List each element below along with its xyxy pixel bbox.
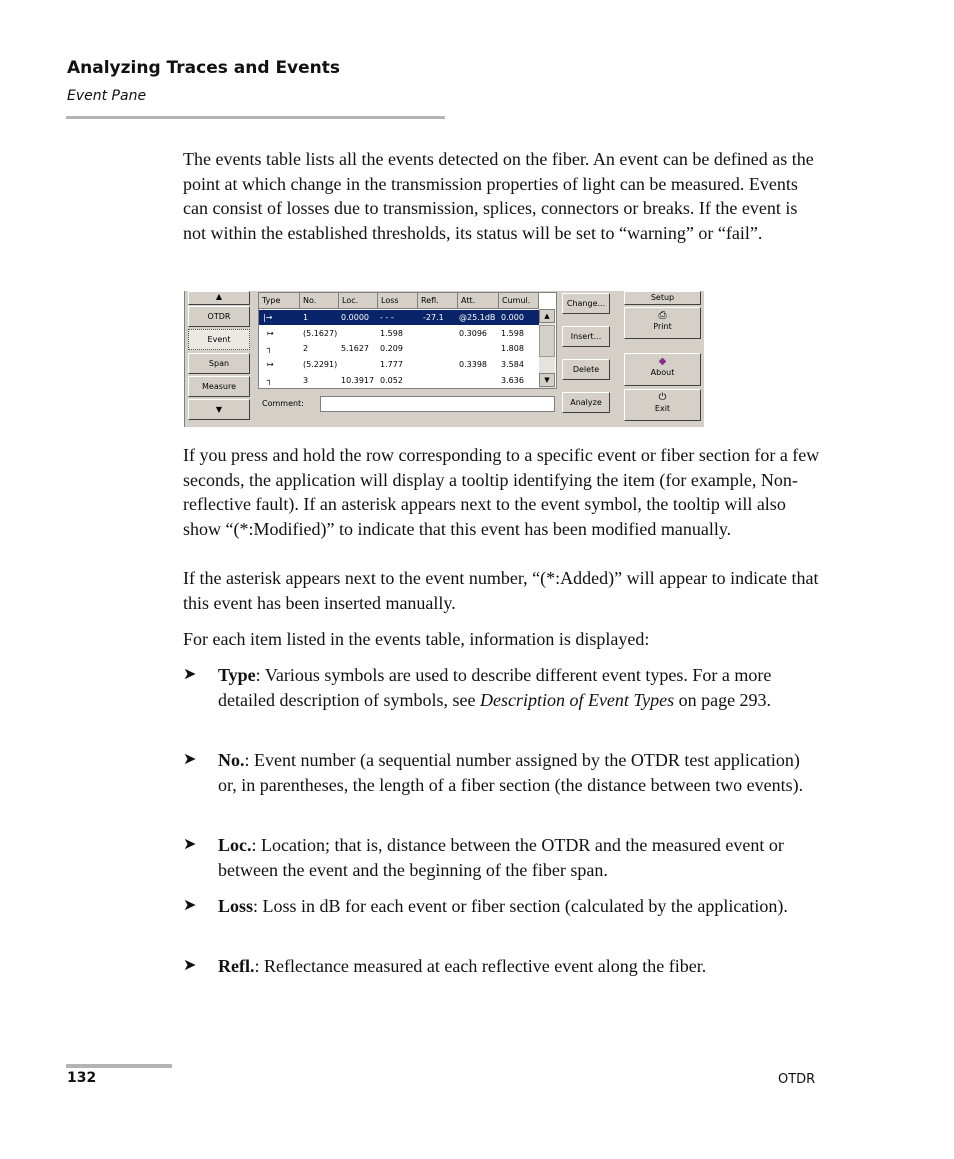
cell-loc: 5.1627 bbox=[341, 344, 369, 353]
tooltip-paragraph: If you press and hold the row corresponding to a specific event or fiber section for a few seconds, the application will display a tooltip identifying the item (for example, Non-reflective fault). If an asterisk appears next to the event symbol, the tooltip will also show “(*:Modified)” to indicate that this event has been modified manually. bbox=[183, 445, 820, 540]
col-no[interactable]: No. bbox=[300, 293, 339, 309]
nav-otdr-button[interactable]: OTDR bbox=[188, 306, 250, 327]
scroll-down-button[interactable] bbox=[539, 373, 555, 387]
power-icon: ⏻ bbox=[658, 392, 667, 403]
analyze-button[interactable]: Analyze bbox=[562, 392, 610, 413]
bullet-text: : Reflectance measured at each reflective event along the fiber. bbox=[254, 956, 707, 976]
scroll-up-button[interactable] bbox=[539, 309, 555, 323]
table-row[interactable] bbox=[259, 373, 539, 388]
about-icon: ◆ bbox=[658, 356, 667, 367]
print-label: Print bbox=[653, 322, 672, 331]
table-row[interactable] bbox=[259, 357, 539, 372]
scroll-up-icon: ▲ bbox=[544, 312, 550, 320]
exit-label: Exit bbox=[654, 404, 671, 413]
about-button[interactable] bbox=[624, 353, 701, 386]
bullet-arrow-icon: ➤ bbox=[183, 897, 197, 914]
col-loss[interactable]: Loss bbox=[378, 293, 418, 309]
cell-att: @25.1dB bbox=[459, 313, 496, 322]
bullet-term: Loc. bbox=[218, 835, 252, 855]
cell-cumul: 1.808 bbox=[501, 344, 524, 353]
event-pane-screenshot bbox=[184, 291, 704, 427]
cell-loss: 0.052 bbox=[380, 376, 403, 385]
col-type[interactable]: Type bbox=[259, 293, 300, 309]
bullet-term: Loss bbox=[218, 896, 254, 916]
cell-no: 1 bbox=[303, 313, 309, 322]
col-att[interactable]: Att. bbox=[458, 293, 499, 309]
cell-loc: 10.3917 bbox=[341, 376, 375, 385]
cell-no: 2 bbox=[303, 344, 309, 353]
cell-loss: - - - bbox=[380, 313, 394, 322]
bullet-text: : Loss in dB for each event or fiber section (calculated by the application). bbox=[253, 896, 788, 916]
footer-rule bbox=[66, 1064, 172, 1068]
bullet-text-end: on page 293. bbox=[674, 689, 772, 710]
cell-att: 0.3398 bbox=[459, 360, 487, 369]
table-row[interactable] bbox=[259, 341, 539, 356]
change-button[interactable]: Change... bbox=[562, 293, 610, 314]
page-number: 132 bbox=[67, 1070, 97, 1086]
bullet-text: : Event number (a sequential number assigned by the OTDR test application) or, in parentheses, the length of a fiber section (the distance between two events). bbox=[218, 750, 804, 795]
cell-no: 3 bbox=[303, 376, 309, 385]
bullet-term: Refl. bbox=[218, 956, 255, 976]
setup-button[interactable] bbox=[624, 291, 701, 305]
nav-up-button[interactable] bbox=[188, 291, 250, 305]
bullet-arrow-icon: ➤ bbox=[183, 666, 197, 683]
asterisk-paragraph: If the asterisk appears next to the event number, “(*:Added)” will appear to indicate that this event has been inserted manually. bbox=[183, 568, 819, 613]
delete-button[interactable]: Delete bbox=[562, 359, 610, 380]
col-loc[interactable]: Loc. bbox=[339, 293, 378, 309]
nav-column bbox=[188, 291, 250, 422]
events-table bbox=[258, 292, 557, 389]
cross-reference-link[interactable]: Description of Event Types bbox=[479, 689, 675, 710]
event-type-symbol: ┐ bbox=[267, 344, 272, 353]
insert-button[interactable]: Insert... bbox=[562, 326, 610, 347]
event-type-symbol: ↦ bbox=[267, 360, 274, 369]
cell-loss: 1.598 bbox=[380, 329, 403, 338]
setup-label: Setup bbox=[650, 293, 675, 302]
cell-loss: 1.777 bbox=[380, 360, 403, 369]
table-row[interactable] bbox=[259, 310, 539, 325]
cell-cumul: 1.598 bbox=[501, 329, 524, 338]
comment-label: Comment: bbox=[262, 399, 304, 408]
comment-input[interactable] bbox=[320, 396, 555, 412]
nav-event-button[interactable]: Event bbox=[188, 329, 250, 350]
bullet-text: : Various symbols are used to describe different event types. For a more detailed description of symbols, see bbox=[218, 665, 772, 710]
print-button[interactable] bbox=[624, 307, 701, 339]
event-type-symbol: ↦ bbox=[267, 329, 274, 338]
col-cumul[interactable]: Cumul. bbox=[499, 293, 539, 309]
table-row[interactable] bbox=[259, 326, 539, 341]
nav-down-button[interactable] bbox=[188, 399, 250, 420]
scroll-down-icon: ▼ bbox=[544, 376, 550, 384]
bullet-arrow-icon: ➤ bbox=[183, 836, 197, 853]
bullet-term: Type bbox=[218, 665, 256, 685]
arrow-down-icon: ▼ bbox=[215, 405, 223, 414]
event-type-symbol: |→ bbox=[263, 313, 273, 322]
cell-loss: 0.209 bbox=[380, 344, 403, 353]
cell-refl: -27.1 bbox=[423, 313, 444, 322]
header-rule bbox=[66, 116, 445, 119]
exit-button[interactable] bbox=[624, 389, 701, 421]
bullet-term: No. bbox=[218, 750, 245, 770]
event-type-symbol: ┐ bbox=[267, 376, 272, 385]
lead-paragraph: For each item listed in the events table, information is displayed: bbox=[183, 629, 650, 649]
nav-measure-button[interactable]: Measure bbox=[188, 376, 250, 397]
cell-cumul: 3.584 bbox=[501, 360, 524, 369]
cell-no: (5.1627) bbox=[303, 329, 338, 338]
bullet-text: : Location; that is, distance between the OTDR and the measured event or between the event and the beginning of the fiber span. bbox=[218, 835, 784, 880]
printer-icon: ⎙ bbox=[658, 310, 667, 321]
cell-att: 0.3096 bbox=[459, 329, 487, 338]
product-name: OTDR bbox=[778, 1072, 816, 1087]
arrow-up-icon: ▲ bbox=[215, 292, 223, 301]
bullet-arrow-icon: ➤ bbox=[183, 957, 197, 974]
cell-cumul: 0.000 bbox=[501, 313, 524, 322]
intro-paragraph: The events table lists all the events detected on the fiber. An event can be defined as the point at which change in the transmission properties of light can be measured. Events can consist of losses due to transmission, splices, connectors or breaks. If the event is not within the established thresholds, its status will be set to “warning” or “fail”. bbox=[183, 149, 814, 244]
cell-loc: 0.0000 bbox=[341, 313, 369, 322]
table-scrollbar[interactable] bbox=[539, 309, 555, 388]
nav-span-button[interactable]: Span bbox=[188, 353, 250, 374]
scroll-thumb[interactable] bbox=[539, 325, 555, 357]
section-title: Analyzing Traces and Events bbox=[67, 58, 341, 78]
bullet-arrow-icon: ➤ bbox=[183, 751, 197, 768]
cell-cumul: 3.636 bbox=[501, 376, 524, 385]
cell-no: (5.2291) bbox=[303, 360, 338, 369]
about-label: About bbox=[650, 368, 675, 377]
col-refl[interactable]: Refl. bbox=[418, 293, 458, 309]
section-subtitle: Event Pane bbox=[67, 88, 147, 104]
